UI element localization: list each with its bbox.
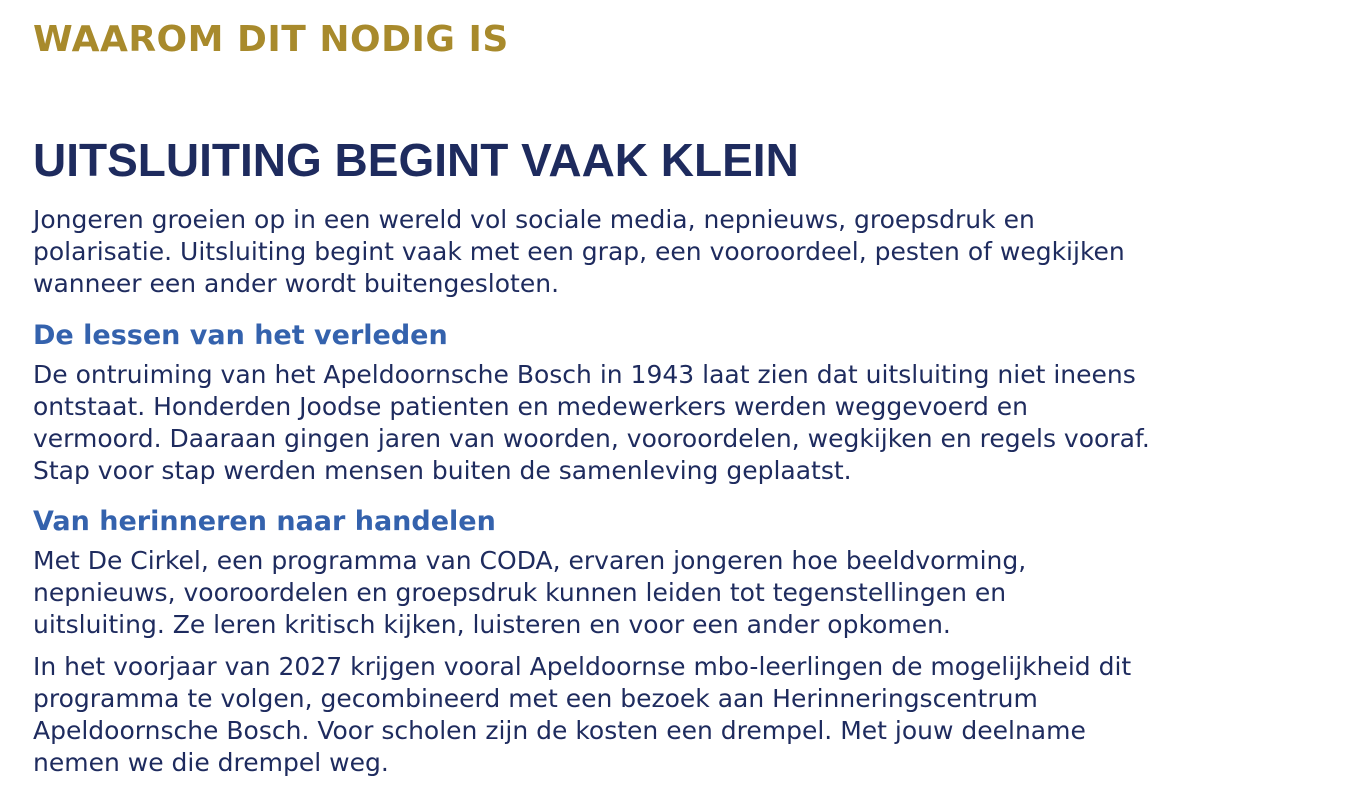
section2-line: In het voorjaar van 2027 krijgen vooral Apeldoornse mbo-leerlingen de mogelijkheid dit	[33, 652, 1132, 681]
intro-line: wanneer een ander wordt buitengesloten.	[33, 269, 560, 298]
section1-line: ontstaat. Honderden Joodse patienten en medewerkers werden weggevoerd en	[33, 392, 1028, 421]
intro-line: polarisatie. Uitsluiting begint vaak met een grap, een vooroordeel, pesten of wegkijken	[33, 237, 1125, 266]
section1-line: De ontruiming van het Apeldoornsche Bosch in 1943 laat zien dat uitsluiting niet ineens	[33, 360, 1136, 389]
section2-line: nemen we die drempel weg.	[33, 748, 389, 777]
intro-paragraph	[33, 204, 1353, 300]
section1-line: vermoord. Daaraan gingen jaren van woorden, vooroordelen, wegkijken en regels vooraf.	[33, 424, 1150, 453]
section1-heading: De lessen van het verleden	[33, 320, 448, 351]
section2-line: programma te volgen, gecombineerd met een bezoek aan Herinneringscentrum	[33, 684, 1038, 713]
section2-line: Met De Cirkel, een programma van CODA, ervaren jongeren hoe beeldvorming,	[33, 546, 1027, 575]
section2-paragraph-1	[33, 545, 1353, 641]
section2-paragraph-2	[33, 651, 1353, 779]
page-title: UITSLUITING BEGINT VAAK KLEIN	[33, 134, 799, 186]
section-kicker: WAAROM DIT NODIG IS	[33, 19, 509, 60]
section2-heading: Van herinneren naar handelen	[33, 506, 496, 537]
section1-line: Stap voor stap werden mensen buiten de samenleving geplaatst.	[33, 456, 852, 485]
section1-paragraph	[33, 359, 1353, 487]
section2-line: nepnieuws, vooroordelen en groepsdruk kunnen leiden tot tegenstellingen en	[33, 578, 1007, 607]
section2-line: uitsluiting. Ze leren kritisch kijken, luisteren en voor een ander opkomen.	[33, 610, 951, 639]
intro-line: Jongeren groeien op in een wereld vol sociale media, nepnieuws, groepsdruk en	[33, 205, 1035, 234]
section2-line: Apeldoornsche Bosch. Voor scholen zijn de kosten een drempel. Met jouw deelname	[33, 716, 1086, 745]
